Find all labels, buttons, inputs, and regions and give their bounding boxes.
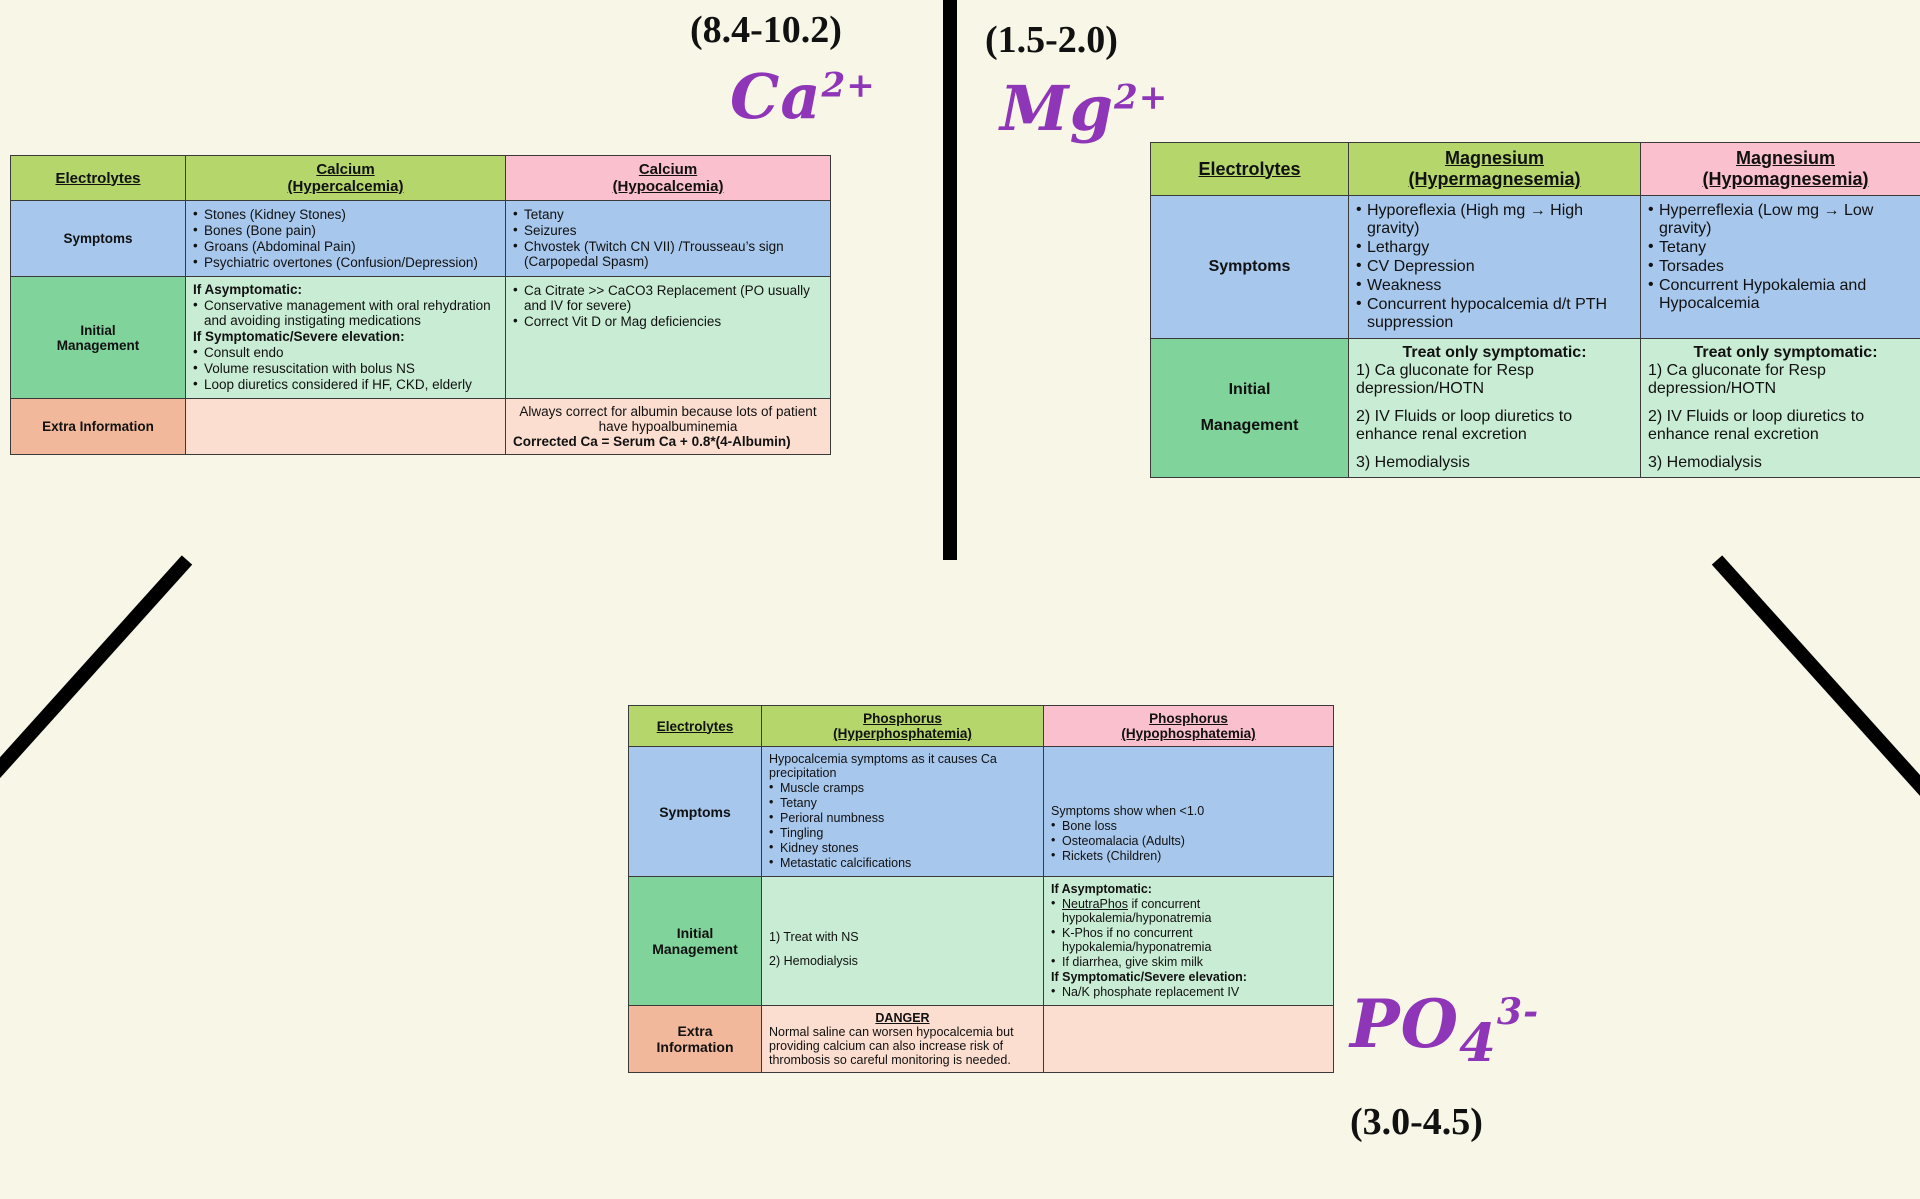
phosphorus-header-hypo-line1: Phosphorus	[1149, 711, 1228, 726]
list-item: • Loop diuretics considered if HF, CKD, elderly	[193, 377, 498, 392]
list-item: • Osteomalacia (Adults)	[1051, 834, 1326, 848]
magnesium-hypo-management	[1641, 339, 1920, 478]
phosphorus-header-electrolytes: Electrolytes	[629, 706, 762, 747]
calcium-row-label-management-line1: Initial	[80, 322, 116, 338]
calcium-hyper-extra	[186, 399, 506, 455]
list-item: • CV Depression	[1356, 258, 1633, 276]
calcium-ion-label	[730, 60, 876, 133]
table-row	[1151, 196, 1920, 339]
calcium-hyper-management	[186, 277, 506, 399]
magnesium-hypo-symptoms	[1641, 196, 1920, 339]
table-row	[11, 201, 831, 277]
table-row	[629, 706, 1334, 747]
list-item: • Tetany	[513, 207, 823, 222]
list-item: • Hyporeflexia (High mg → High gravity)	[1356, 202, 1633, 238]
calcium-header-hypocalcemia	[506, 156, 831, 201]
calcium-row-label-extra: Extra Information	[11, 399, 186, 455]
calcium-hypo-extra	[506, 399, 831, 455]
list-item	[1051, 897, 1326, 925]
magnesium-hyper-symptoms	[1349, 196, 1641, 339]
calcium-header-hypocalcemia-line1: Calcium	[638, 161, 698, 178]
connector-line-right	[1712, 555, 1920, 1174]
calcium-row-label-symptoms: Symptoms	[11, 201, 186, 277]
phosphorus-hypo-symptoms-intro: Symptoms show when <1.0	[1051, 804, 1205, 818]
magnesium-hyper-management-item-1: 1) Ca gluconate for Resp depression/HOTN	[1356, 362, 1534, 397]
magnesium-ion-charge: 2+	[1113, 77, 1169, 118]
calcium-header-hypercalcemia-line1: Calcium	[316, 161, 375, 178]
phosphorus-hypo-management-head2: If Symptomatic/Severe elevation:	[1051, 970, 1247, 984]
phosphorus-hypo-extra	[1044, 1006, 1334, 1073]
list-item: • Tetany	[769, 796, 1036, 810]
list-item: • Bones (Bone pain)	[193, 223, 498, 238]
calcium-table	[10, 155, 831, 455]
calcium-row-label-management	[11, 277, 186, 399]
list-item: • Lethargy	[1356, 239, 1633, 257]
magnesium-hyper-management	[1349, 339, 1641, 478]
phosphate-range-label: (3.0-4.5)	[1350, 1101, 1483, 1143]
list-item: • If diarrhea, give skim milk	[1051, 955, 1326, 969]
list-item: • Kidney stones	[769, 841, 1036, 855]
phosphorus-hyper-symptoms	[762, 747, 1044, 877]
phosphorus-header-hypophosphatemia	[1044, 706, 1334, 747]
list-item: • Seizures	[513, 223, 823, 238]
magnesium-hypo-management-item-3: 3) Hemodialysis	[1648, 454, 1762, 471]
connector-line-left	[0, 555, 192, 1174]
magnesium-ion-label	[1000, 72, 1168, 145]
phosphorus-hyper-management-item-2: 2) Hemodialysis	[769, 954, 858, 968]
list-item: • Rickets (Children)	[1051, 849, 1326, 863]
calcium-header-hypercalcemia	[186, 156, 506, 201]
table-row	[11, 277, 831, 399]
magnesium-row-label-management	[1151, 339, 1349, 478]
magnesium-table	[1150, 142, 1920, 478]
list-item: • Tetany	[1648, 239, 1920, 257]
list-item: • Tingling	[769, 826, 1036, 840]
connector-line-vertical	[943, 0, 957, 560]
calcium-hyper-symptoms	[186, 201, 506, 277]
magnesium-header-hyper-line2: (Hypermagnesemia)	[1408, 169, 1581, 189]
neutraphos-link: NeutraPhos	[1062, 897, 1129, 911]
calcium-hyper-management-head2: If Symptomatic/Severe elevation:	[193, 329, 405, 344]
magnesium-header-hypo-line2: (Hypomagnesemia)	[1702, 169, 1869, 189]
calcium-ion-symbol: Ca	[730, 60, 822, 133]
phosphorus-hyper-management	[762, 877, 1044, 1006]
list-item: • Groans (Abdominal Pain)	[193, 239, 498, 254]
phosphorus-hypo-symptoms	[1044, 747, 1334, 877]
phosphorus-header-hyperphosphatemia	[762, 706, 1044, 747]
calcium-hypo-symptoms	[506, 201, 831, 277]
table-row	[11, 399, 831, 455]
phosphorus-row-label-extra	[629, 1006, 762, 1073]
magnesium-header-hypermagnesemia	[1349, 143, 1641, 196]
list-item: • Hyperreflexia (Low mg → Low gravity)	[1648, 202, 1920, 238]
phosphorus-row-label-management-line2: Management	[652, 941, 738, 957]
list-item: • Concurrent hypocalcemia d/t PTH suppression	[1356, 296, 1633, 332]
calcium-hypo-management	[506, 277, 831, 399]
list-item: • Metastatic calcifications	[769, 856, 1036, 870]
list-item: • Consult endo	[193, 345, 498, 360]
magnesium-hyper-management-item-3: 3) Hemodialysis	[1356, 454, 1470, 471]
phosphorus-danger-text: Normal saline can worsen hypocalcemia but providing calcium can also increase risk of thrombosis so careful monitoring is needed.	[769, 1025, 1014, 1067]
table-row	[1151, 339, 1920, 478]
magnesium-header-hypomagnesemia	[1641, 143, 1920, 196]
list-item: • Muscle cramps	[769, 781, 1036, 795]
phosphorus-hyper-symptoms-intro: Hypocalcemia symptoms as it causes Ca precipitation	[769, 752, 997, 780]
calcium-header-hypocalcemia-line2: (Hypocalcemia)	[612, 178, 724, 195]
phosphate-ion-symbol: PO	[1350, 985, 1460, 1063]
phosphorus-hypo-management	[1044, 877, 1334, 1006]
magnesium-row-label-management-line2: Management	[1200, 417, 1299, 434]
list-item: • Chvostek (Twitch CN VII) /Trousseau’s sign (Carpopedal Spasm)	[513, 239, 823, 269]
list-item: • Psychiatric overtones (Confusion/Depression)	[193, 255, 498, 270]
phosphorus-row-label-management	[629, 877, 762, 1006]
table-row	[11, 156, 831, 201]
magnesium-ion-symbol: Mg	[1000, 72, 1114, 145]
list-item: • Torsades	[1648, 258, 1920, 276]
list-item: • Na/K phosphate replacement IV	[1051, 985, 1326, 999]
calcium-hypo-extra-formula: Corrected Ca = Serum Ca + 0.8*(4-Albumin)	[513, 434, 791, 449]
magnesium-hypo-management-head: Treat only symptomatic:	[1693, 344, 1878, 361]
magnesium-header-hypo-line1: Magnesium	[1735, 148, 1836, 168]
calcium-hypo-extra-text: Always correct for albumin because lots of patient have hypoalbuminemia	[519, 404, 817, 434]
magnesium-row-label-management-line1: Initial	[1228, 381, 1271, 398]
phosphate-ion-subscript: 4	[1459, 1012, 1497, 1075]
list-item: • Concurrent Hypokalemia and Hypocalcemia	[1648, 277, 1920, 313]
magnesium-hyper-management-head: Treat only symptomatic:	[1402, 344, 1587, 361]
list-item: • Ca Citrate >> CaCO3 Replacement (PO usually and IV for severe)	[513, 283, 823, 313]
table-row	[629, 747, 1334, 877]
phosphate-ion-charge: 3-	[1496, 990, 1540, 1033]
list-item: • Stones (Kidney Stones)	[193, 207, 498, 222]
calcium-header-hypercalcemia-line2: (Hypercalcemia)	[287, 178, 404, 195]
magnesium-hypo-management-item-2: 2) IV Fluids or loop diuretics to enhance renal excretion	[1648, 408, 1865, 443]
calcium-ion-charge: 2+	[821, 65, 876, 106]
phosphorus-hyper-management-item-1: 1) Treat with NS	[769, 930, 859, 944]
list-item: • Conservative management with oral rehydration and avoiding instigating medications	[193, 298, 498, 328]
phosphate-ion-label	[1350, 985, 1539, 1074]
table-row	[629, 877, 1334, 1006]
magnesium-hypo-management-item-1: 1) Ca gluconate for Resp depression/HOTN	[1648, 362, 1826, 397]
magnesium-row-label-symptoms: Symptoms	[1151, 196, 1349, 339]
list-item: • Correct Vit D or Mag deficiencies	[513, 314, 823, 329]
phosphorus-header-hypo-line2: (Hypophosphatemia)	[1121, 726, 1256, 741]
phosphorus-hypo-management-item-1-rest: if concurrent hypokalemia/hyponatremia	[1062, 897, 1212, 925]
list-item: • Perioral numbness	[769, 811, 1036, 825]
phosphorus-row-label-extra-line2: Information	[656, 1039, 734, 1055]
calcium-header-electrolytes: Electrolytes	[11, 156, 186, 201]
phosphorus-hypo-management-head1: If Asymptomatic:	[1051, 882, 1152, 896]
phosphorus-header-hyper-line2: (Hyperphosphatemia)	[833, 726, 972, 741]
phosphorus-table	[628, 705, 1334, 1073]
magnesium-header-hyper-line1: Magnesium	[1444, 148, 1545, 168]
list-item: • Bone loss	[1051, 819, 1326, 833]
magnesium-hyper-management-item-2: 2) IV Fluids or loop diuretics to enhance renal excretion	[1356, 408, 1573, 443]
calcium-range-label: (8.4-10.2)	[690, 9, 842, 51]
table-row	[629, 1006, 1334, 1073]
phosphorus-danger-heading: DANGER	[875, 1011, 930, 1025]
phosphorus-row-label-extra-line1: Extra	[677, 1023, 713, 1039]
magnesium-header-electrolytes: Electrolytes	[1151, 143, 1349, 196]
phosphorus-header-hyper-line1: Phosphorus	[863, 711, 942, 726]
list-item: • Weakness	[1356, 277, 1633, 295]
phosphorus-row-label-symptoms: Symptoms	[629, 747, 762, 877]
table-row	[1151, 143, 1920, 196]
list-item: • K-Phos if no concurrent hypokalemia/hyponatremia	[1051, 926, 1326, 954]
list-item: • Volume resuscitation with bolus NS	[193, 361, 498, 376]
magnesium-range-label: (1.5-2.0)	[985, 19, 1118, 61]
phosphorus-hyper-extra	[762, 1006, 1044, 1073]
calcium-row-label-management-line2: Management	[56, 337, 140, 353]
phosphorus-row-label-management-line1: Initial	[676, 925, 714, 941]
calcium-hyper-management-head1: If Asymptomatic:	[193, 282, 303, 297]
